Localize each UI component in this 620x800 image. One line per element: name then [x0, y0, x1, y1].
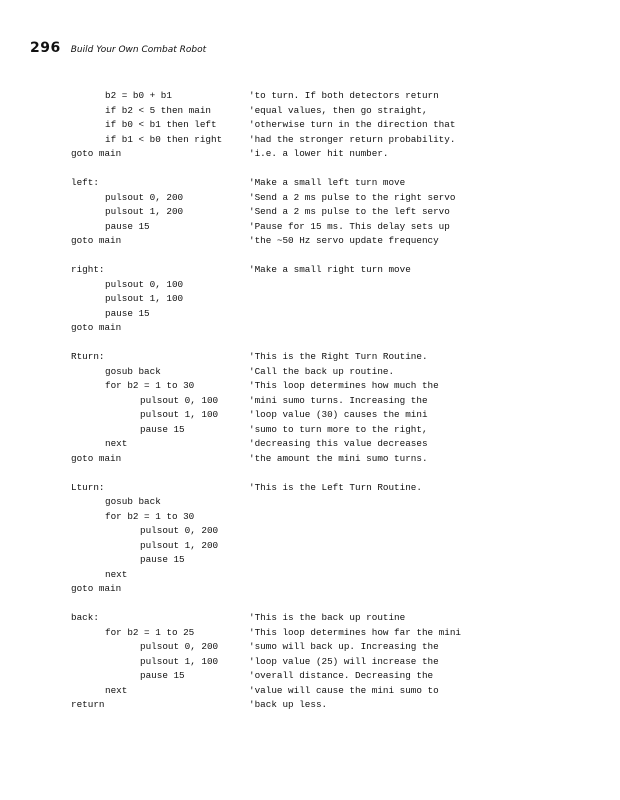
code-comment: 'equal values, then go straight,	[249, 104, 428, 116]
code-comment: 'This loop determines how far the mini	[249, 626, 462, 638]
code-line	[0, 452, 620, 467]
code-comment: 'sumo to turn more to the right,	[249, 423, 428, 435]
code-comment: 'This is the back up routine	[249, 612, 406, 623]
code-text: pause 15	[140, 554, 185, 565]
code-comment: 'i.e. a lower hit number.	[249, 148, 389, 159]
code-comment: 'mini sumo turns. Increasing the	[249, 394, 428, 406]
code-text: goto main	[71, 322, 122, 333]
code-line	[0, 539, 620, 554]
code-text: if b0 < b1 then left	[105, 119, 217, 130]
code-line	[0, 89, 620, 104]
code-line	[0, 394, 620, 409]
page-number: 296	[30, 40, 61, 56]
code-text: for b2 = 1 to 30	[105, 380, 195, 391]
blank-line	[0, 249, 620, 264]
code-text: Rturn:	[71, 351, 105, 362]
code-text: pulsout 1, 200	[140, 539, 219, 551]
code-line	[0, 307, 620, 322]
code-comment: 'This loop determines how much the	[249, 380, 439, 391]
code-text: pulsout 1, 100	[105, 293, 184, 304]
code-line	[0, 408, 620, 423]
code-line	[0, 481, 620, 496]
code-comment: 'Pause for 15 ms. This delay sets up	[249, 220, 450, 232]
code-line	[0, 611, 620, 626]
code-text: b2 = b0 + b1	[105, 90, 172, 101]
code-text: gosub back	[105, 496, 161, 507]
code-comment: 'sumo will back up. Increasing the	[249, 641, 439, 652]
code-text: pulsout 0, 200	[140, 641, 219, 652]
code-line	[0, 698, 620, 713]
code-line	[0, 234, 620, 249]
code-text: for b2 = 1 to 30	[105, 510, 195, 522]
code-text: goto main	[71, 452, 122, 464]
code-line	[0, 582, 620, 597]
code-text: return	[71, 699, 105, 710]
code-text: gosub back	[105, 365, 161, 377]
code-text: pulsout 0, 200	[105, 191, 184, 203]
code-comment: 'had the stronger return probability.	[249, 133, 456, 145]
code-text: pulsout 1, 200	[105, 206, 184, 217]
code-comment: 'to turn. If both detectors return	[249, 90, 439, 101]
code-comment: 'loop value (25) will increase the	[249, 655, 439, 667]
code-line	[0, 669, 620, 684]
code-line	[0, 278, 620, 293]
code-text: next	[105, 684, 128, 696]
code-comment: 'Send a 2 ms pulse to the left servo	[249, 206, 450, 217]
code-text: pause 15	[105, 307, 150, 319]
blank-line	[0, 336, 620, 351]
code-line	[0, 640, 620, 655]
code-line	[0, 626, 620, 641]
code-line	[0, 350, 620, 365]
code-comment: 'This is the Right Turn Routine.	[249, 351, 428, 362]
code-text: next	[105, 438, 128, 449]
code-comment: 'the amount the mini sumo turns.	[249, 452, 428, 464]
code-line	[0, 524, 620, 539]
code-comment: 'otherwise turn in the direction that	[249, 119, 456, 130]
blank-line	[0, 162, 620, 177]
code-line	[0, 147, 620, 162]
code-text: pause 15	[140, 670, 185, 681]
code-comment: 'back up less.	[249, 699, 328, 710]
code-line	[0, 191, 620, 206]
code-line	[0, 104, 620, 119]
code-comment: 'Send a 2 ms pulse to the right servo	[249, 191, 456, 203]
code-line	[0, 365, 620, 380]
code-line	[0, 176, 620, 191]
code-line	[0, 553, 620, 568]
code-line	[0, 220, 620, 235]
code-line	[0, 568, 620, 583]
code-text: pulsout 0, 100	[105, 278, 184, 290]
blank-line	[0, 466, 620, 481]
code-text: pulsout 1, 100	[140, 655, 219, 667]
code-line	[0, 379, 620, 394]
code-line	[0, 510, 620, 525]
code-comment: 'This is the Left Turn Routine.	[249, 481, 422, 493]
code-comment: 'loop value (30) causes the mini	[249, 409, 428, 420]
code-text: next	[105, 568, 128, 580]
code-comment: 'value will cause the mini sumo to	[249, 684, 439, 696]
page-header	[30, 40, 206, 62]
code-text: goto main	[71, 583, 122, 594]
code-text: goto main	[71, 148, 122, 159]
code-text: pulsout 0, 100	[140, 394, 219, 406]
code-line	[0, 263, 620, 278]
code-text: if b2 < 5 then main	[105, 104, 212, 116]
code-line	[0, 495, 620, 510]
code-line	[0, 205, 620, 220]
code-line	[0, 437, 620, 452]
code-line	[0, 423, 620, 438]
code-line	[0, 655, 620, 670]
code-line	[0, 321, 620, 336]
code-text: right:	[71, 264, 105, 275]
book-title: Build Your Own Combat Robot	[70, 45, 207, 55]
code-text: pulsout 1, 100	[140, 409, 219, 420]
code-line	[0, 118, 620, 133]
code-line	[0, 133, 620, 148]
code-line	[0, 292, 620, 307]
code-text: Lturn:	[71, 481, 105, 493]
code-text: for b2 = 1 to 25	[105, 626, 195, 638]
code-listing	[0, 89, 620, 713]
code-comment: 'Make a small left turn move	[249, 177, 406, 188]
code-comment: 'Call the back up routine.	[249, 365, 395, 377]
code-text: left:	[71, 177, 99, 188]
code-text: back:	[71, 612, 99, 623]
code-text: if b1 < b0 then right	[105, 133, 223, 145]
code-comment: 'overall distance. Decreasing the	[249, 670, 434, 681]
code-text: pulsout 0, 200	[140, 525, 219, 536]
code-text: pause 15	[140, 423, 185, 435]
code-line	[0, 684, 620, 699]
code-comment: 'decreasing this value decreases	[249, 438, 428, 449]
blank-line	[0, 597, 620, 612]
code-comment: 'Make a small right turn move	[249, 264, 411, 275]
code-comment: 'the ~50 Hz servo update frequency	[249, 235, 439, 246]
code-text: goto main	[71, 235, 122, 246]
code-text: pause 15	[105, 220, 150, 232]
